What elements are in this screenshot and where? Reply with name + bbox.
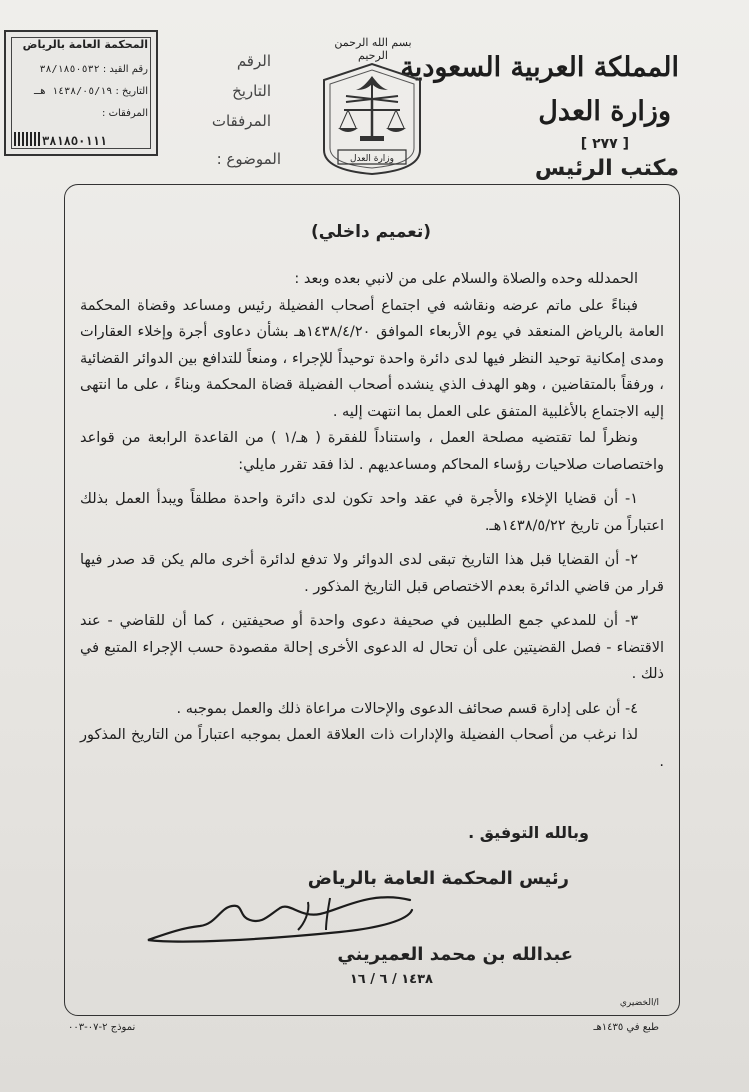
typist-initials: ا/الخضيري	[619, 998, 659, 1008]
decision-item-4: ٤- أن على إدارة قسم صحائف الدعوى والإحالات مراعاة ذلك والعمل بموجبه .	[176, 700, 638, 717]
office-heading: مكتب الرئيس	[534, 156, 679, 181]
paragraph-intro: فبناءً على ماتم عرضه ونقاشه في اجتماع أصحاب الفضيلة رئيس ومساعد وقضاة المحكمة العامة بالرياض المنعقد في يوم الأربعاء الموافق ١٤٣٨/٤/٢٠هـ بشأن دعاوى أجرة وإخلاء العقارات ومدى إمكانية توحيد النظر فيها لدى دائرة واحدة توحيداً للإجراء ، ومنعاً للتدافع بين الدوائر القضائية ، ورفقاً بالمتقاضين ، وهو الهدف الذي ينشده أصحاب الفضيلة قضاة المحكمة وبناءً ، على ما انتهى إليه الاجتماع بالأغلبية المتفق على العمل بما انتهت إليه .	[80, 297, 664, 420]
date-label: التاريخ	[232, 82, 271, 100]
stamp-date-value: ١٤٣٨/٠٥/١٩ هـ	[34, 86, 113, 97]
form-number: نموذج ٢-٠٧-٠٠٣	[68, 1022, 136, 1033]
print-note: طبع في ١٤٣٥هـ	[593, 1022, 659, 1033]
decision-item-1: ١- أن قضايا الإخلاء والأجرة في عقد واحد تكون لدى دائرة واحدة مطلقاً ويبدأ العمل بذلك اعتباراً من تاريخ ١٤٣٨/٥/٢٢هـ.	[80, 491, 664, 534]
greeting: الحمدلله وحده والصلاة والسلام على من لانبي بعده وبعد :	[294, 271, 638, 287]
paragraph-request: لذا نرغب من أصحاب الفضيلة والإدارات ذات العلاقة العمل بموجبه اعتباراً من التاريخ المذكور .	[80, 727, 664, 770]
ministry-emblem-icon	[316, 58, 428, 178]
number-label: الرقم	[236, 52, 271, 70]
signature-date: ١٤٣٨ / ٦ / ١٦	[349, 972, 433, 987]
kingdom-heading: المملكة العربية السعودية	[400, 52, 679, 83]
signer-name: عبدالله بن محمد العميريني	[337, 944, 573, 965]
office-number: [ ٢٧٧ ]	[580, 136, 629, 152]
stamp-date-label: التاريخ :	[115, 86, 148, 97]
barcode-icon	[14, 132, 40, 146]
ministry-heading: وزارة العدل	[538, 96, 671, 127]
stamp-ref-value: ٣٨/١٨٥٠٥٣٢	[39, 64, 100, 75]
stamp-attach-label: المرفقات :	[102, 108, 148, 119]
document-body	[80, 266, 664, 775]
decision-item-3: ٣- أن للمدعي جمع الطلبين في صحيفة دعوى واحدة أو صحيفتين ، كما أن للقاضي - عند الاقتضاء - فصل القضيتين على أن تحال له الدعوى الأخرى إحالة مقصودة حسب الإجراء المتبع في ذلك .	[80, 613, 664, 682]
signer-title: رئيس المحكمة العامة بالرياض	[307, 868, 569, 889]
stamp-code: ٣٨١٨٥٠١١١	[42, 134, 108, 148]
paragraph-basis: ونظراً لما تقتضيه مصلحة العمل ، واستناداً للفقرة ( هـ/١ ) من القاعدة الرابعة من قواعد واختصاصات صلاحيات رؤساء المحاكم ومساعديهم . لذا فقد تقرر مايلي:	[80, 430, 664, 473]
handwritten-signature	[140, 880, 420, 950]
stamp-date-row	[34, 86, 148, 97]
court-registration-stamp	[4, 30, 158, 156]
basmala: بسم الله الرحمن الرحيم	[334, 36, 412, 62]
stamp-ref-row	[39, 64, 148, 75]
subject-label: الموضوع :	[216, 150, 281, 168]
emblem-caption: وزارة العدل	[350, 154, 394, 164]
stamp-ref-label: رقم القيد :	[102, 64, 148, 75]
attachments-label: المرفقات	[211, 112, 271, 130]
closing-phrase: وبالله التوفيق .	[468, 823, 589, 842]
stamp-title: المحكمة العامة بالرياض	[22, 38, 148, 51]
document-title: (تعميم داخلي)	[310, 222, 432, 242]
stamp-attach-row	[102, 108, 148, 119]
decision-item-2: ٢- أن القضايا قبل هذا التاريخ تبقى لدى الدوائر ولا تدفع لدائرة أخرى مالم يكن قد صدر فيها قرار من قاضي الدائرة بعدم الاختصاص قبل التاريخ المذكور .	[80, 552, 664, 595]
